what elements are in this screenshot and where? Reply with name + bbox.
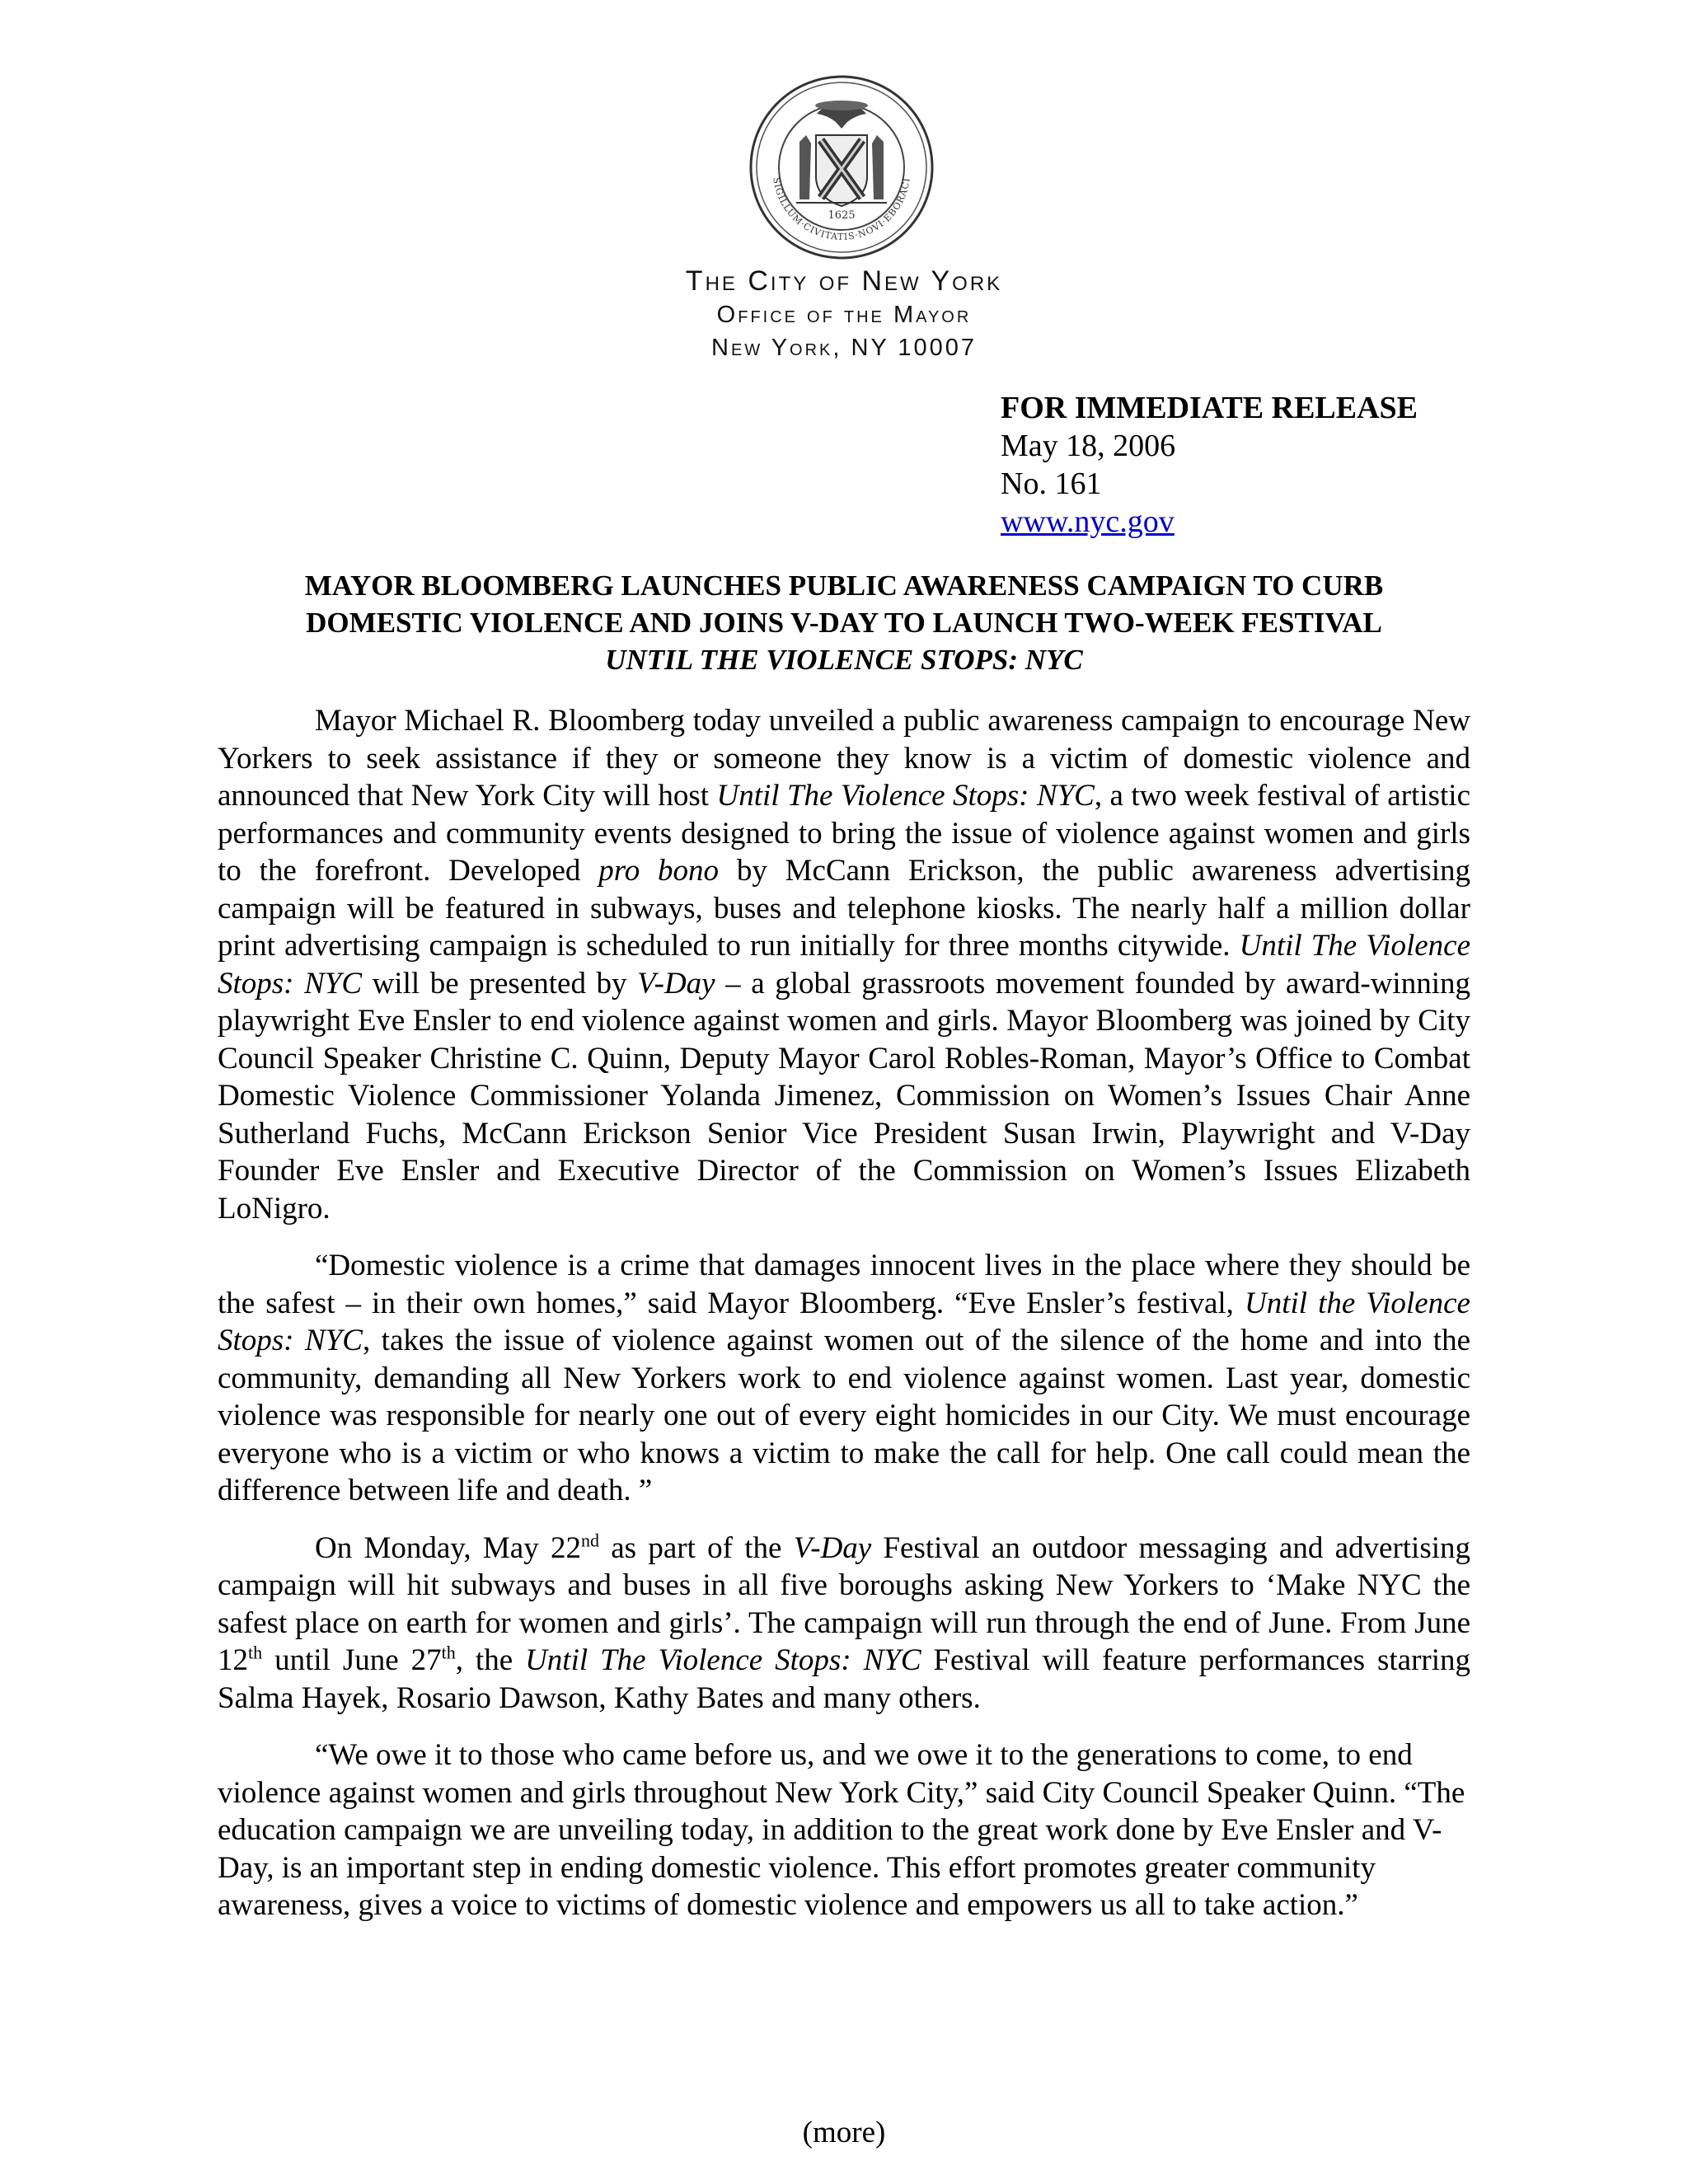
p2-text-c: , takes the issue of violence against women out of the silence of the home and into the community, demanding all New Yorkers work to end violence against women. Last year, domestic violence was responsible for nearly one out of every eight homicides in our City. We must encourage everyone who is a victim or who knows a victim to make the call for help. One call could mean the difference between life and death. ” — [218, 1324, 1471, 1507]
headline — [124, 567, 1564, 678]
paragraph-3 — [218, 1530, 1470, 1718]
p1-text-g: will be presented by — [362, 966, 638, 1001]
p1-pro-bono: pro bono — [598, 854, 720, 888]
p3-text-d: Festival an outdoor messaging and advertising campaign will hit subways and buses in all five boroughs asking New Yorkers to ‘Make NYC the safest place on earth for women and girls’. The campaign will run through the end of June. From June 12 — [218, 1530, 1470, 1677]
p3-text-e: until June 27 — [262, 1643, 442, 1677]
headline-line-2: DOMESTIC VIOLENCE AND JOINS V-DAY TO LAUNCH TWO-WEEK FESTIVAL — [306, 607, 1382, 639]
p3-text-h: Festival will feature performances starring Salma Hayek, Rosario Dawson, Kathy Bates and many others. — [218, 1643, 1471, 1715]
p4-text: “We owe it to those who came before us, and we owe it to the generations to come, to end violence against women and girls throughout New York City,” said City Council Speaker Quinn. “The education campaign we are unveiling today, in addition to the great work done by Eve Ensler and V-Day, is an important step in ending domestic violence. This effort promotes greater community awareness, gives a voice to victims of domestic violence and empowers us all to take action.” — [218, 1738, 1465, 1922]
paragraph-4 — [218, 1736, 1470, 1924]
more-marker: (more) — [802, 2116, 886, 2149]
p2-festival-title: Until the Violence Stops: NYC — [218, 1286, 1470, 1357]
p3-sup-nd: nd — [581, 1530, 599, 1551]
release-info — [1001, 389, 1418, 541]
p3-sup-th-1: th — [248, 1642, 263, 1663]
p1-v-day: V-Day — [637, 966, 715, 1001]
p3-festival-title: Until The Violence Stops: NYC — [525, 1643, 921, 1677]
body-text — [218, 702, 1470, 1944]
svg-text:SIGILLUM·CIVITATIS·NOVI·EBORAC: SIGILLUM·CIVITATIS·NOVI·EBORACI — [771, 176, 912, 243]
p2-text-a: “Domestic violence is a crime that damages innocent lives in the place where they should be the safest – in their own homes,” said Mayor Bloomberg. “Eve Ensler’s festival, — [218, 1249, 1470, 1320]
seal-year: 1625 — [828, 209, 856, 222]
headline-line-1: MAYOR BLOOMBERG LAUNCHES PUBLIC AWARENESS CAMPAIGN TO CURB — [304, 569, 1384, 602]
p3-sup-th-2: th — [441, 1642, 456, 1663]
p1-text-e: by McCann Erickson, the public awareness advertising campaign will be featured in subways, buses and telephone kiosks. The nearly half a million dollar print advertising campaign is scheduled to run initially for three months citywide. — [218, 854, 1470, 963]
release-label: FOR IMMEDIATE RELEASE — [1001, 391, 1418, 425]
nyc-gov-link[interactable]: www.nyc.gov — [1001, 504, 1175, 539]
headline-line-3: UNTIL THE VIOLENCE STOPS: NYC — [605, 644, 1083, 676]
p3-v-day: V-Day — [793, 1530, 872, 1565]
letterhead-address: New York, NY 10007 — [711, 335, 977, 361]
p1-text-a: Mayor Michael R. Bloomberg today unveiled a public awareness campaign to encourage New Yorkers to seek assistance if they or someone they know is a victim of domestic violence and announced that New York City will host — [218, 704, 1470, 813]
p1-festival-title-2: Until The Violence Stops: NYC — [218, 929, 1470, 1001]
letterhead-office: Office of the Mayor — [716, 302, 972, 328]
release-date: May 18, 2006 — [1001, 429, 1176, 463]
p3-text-f: , the — [455, 1643, 526, 1677]
p1-festival-title: Until The Violence Stops: NYC — [716, 779, 1095, 813]
paragraph-2 — [218, 1247, 1470, 1510]
p3-text-b: as part of the — [599, 1530, 794, 1565]
p1-text-c: , a two week festival of artistic performances and community events designed to bring the issue of violence against women and girls to the forefront. Developed — [218, 779, 1470, 888]
p1-text-i: – a global grassroots movement founded by award-winning playwright Eve Ensler to end violence against women and girls. Mayor Bloomberg was joined by City Council Speaker Christine C. Quinn, Deputy Mayor Carol Robles-Roman, Mayor’s Office to Combat Domestic Violence Commissioner Yolanda Jimenez, Commission on Women’s Issues Chair Anne Sutherland Fuchs, McCann Erickson Senior Vice President Susan Irwin, Playwright and V-Day Founder Eve Ensler and Executive Director of the Commission on Women’s Issues Elizabeth LoNigro. — [218, 966, 1470, 1226]
p3-text-a: On Monday, May 22 — [315, 1530, 581, 1565]
paragraph-1 — [218, 702, 1470, 1227]
nyc-seal-icon — [748, 74, 935, 260]
letterhead-city: The City of New York — [685, 265, 1003, 297]
release-number: No. 161 — [1001, 466, 1102, 501]
